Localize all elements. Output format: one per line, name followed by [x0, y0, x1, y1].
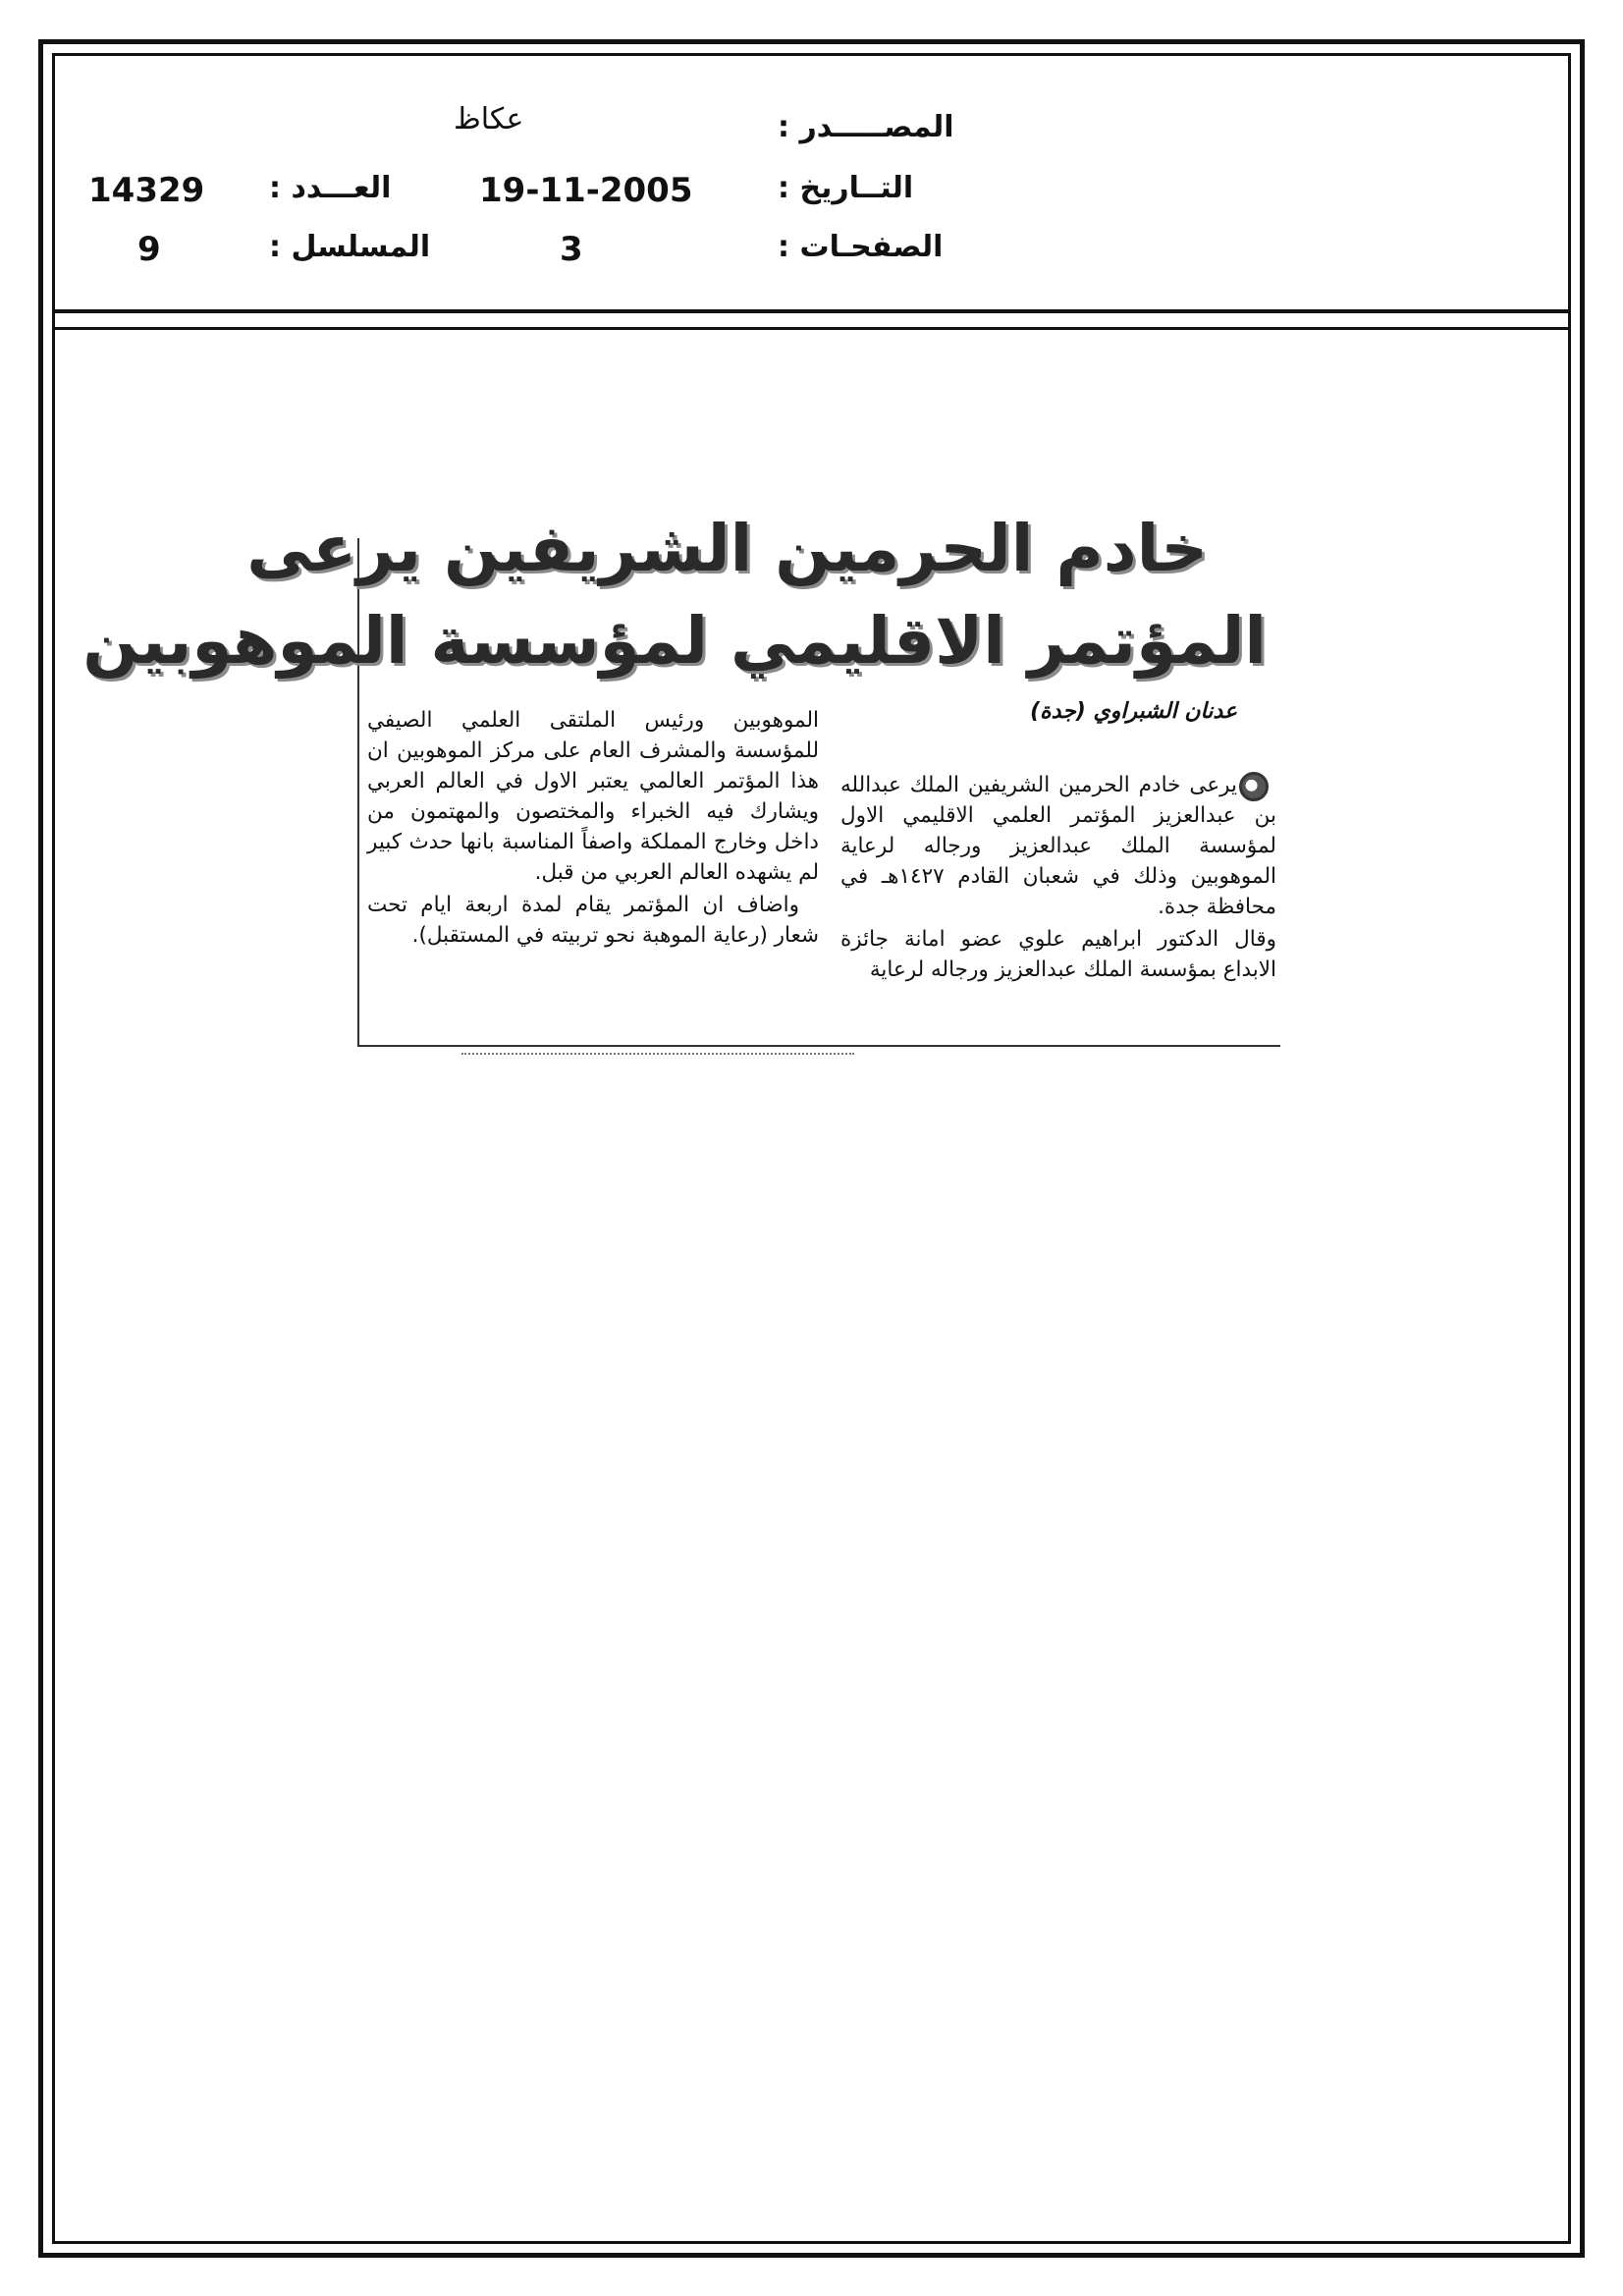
source-value: عكاظ [454, 102, 524, 137]
headline-line-1: خادم الحرمين الشريفين يرعى [246, 511, 1208, 586]
clipping-cut-residue [461, 1053, 854, 1057]
headline-line-2: المؤتمر الاقليمي لمؤسسة الموهوبين [82, 603, 1267, 679]
date-value: 19-11-2005 [479, 171, 693, 210]
issue-label: العـــدد : [269, 171, 392, 205]
serial-value: 9 [137, 230, 161, 269]
article-paragraph: الموهوبين ورئيس الملتقى العلمي الصيفي للمؤسسة والمشرف العام على مركز الموهوبين ان هذا المؤتمر العالمي يعتبر الاول في العالم العربي ويشارك فيه الخبراء والمختصون والمهتمون من داخل وخارج المملكة واصفاً المناسبة بانها حدث كبير لم يشهده العالم العربي من قبل. [367, 708, 819, 885]
header-divider-secondary [52, 327, 1571, 330]
pages-label: الصفحـات : [778, 230, 944, 264]
issue-value: 14329 [88, 171, 205, 210]
article-column-left [367, 705, 819, 953]
article-paragraph: وقال الدكتور ابراهيم علوي عضو امانة جائزة الابداع بمؤسسة الملك عبدالعزيز ورجاله لرعاية [840, 927, 1276, 982]
article-column-right [840, 770, 1276, 987]
date-label: التــاريخ : [778, 171, 914, 205]
article-paragraph: يرعى خادم الحرمين الشريفين الملك عبدالله بن عبدالعزيز المؤتمر العلمي الاقليمي الاول لمؤسسة الملك عبدالعزيز ورجاله لرعاية الموهوبين وذلك في شعبان القادم ١٤٢٧هـ في محافظة جدة. [840, 773, 1276, 919]
pages-value: 3 [560, 230, 583, 269]
source-label: المصـــــدر : [778, 110, 954, 144]
inner-border [52, 53, 1571, 2244]
article-paragraph: واضاف ان المؤتمر يقام لمدة اربعة ايام تحت شعار (رعاية الموهبة نحو تربيته في المستقبل). [367, 893, 819, 948]
header-divider [52, 309, 1571, 313]
serial-label: المسلسل : [269, 230, 431, 264]
byline: عدنان الشبراوي (جدة) [1030, 699, 1237, 724]
clipping-bottom-edge [357, 1045, 1280, 1047]
